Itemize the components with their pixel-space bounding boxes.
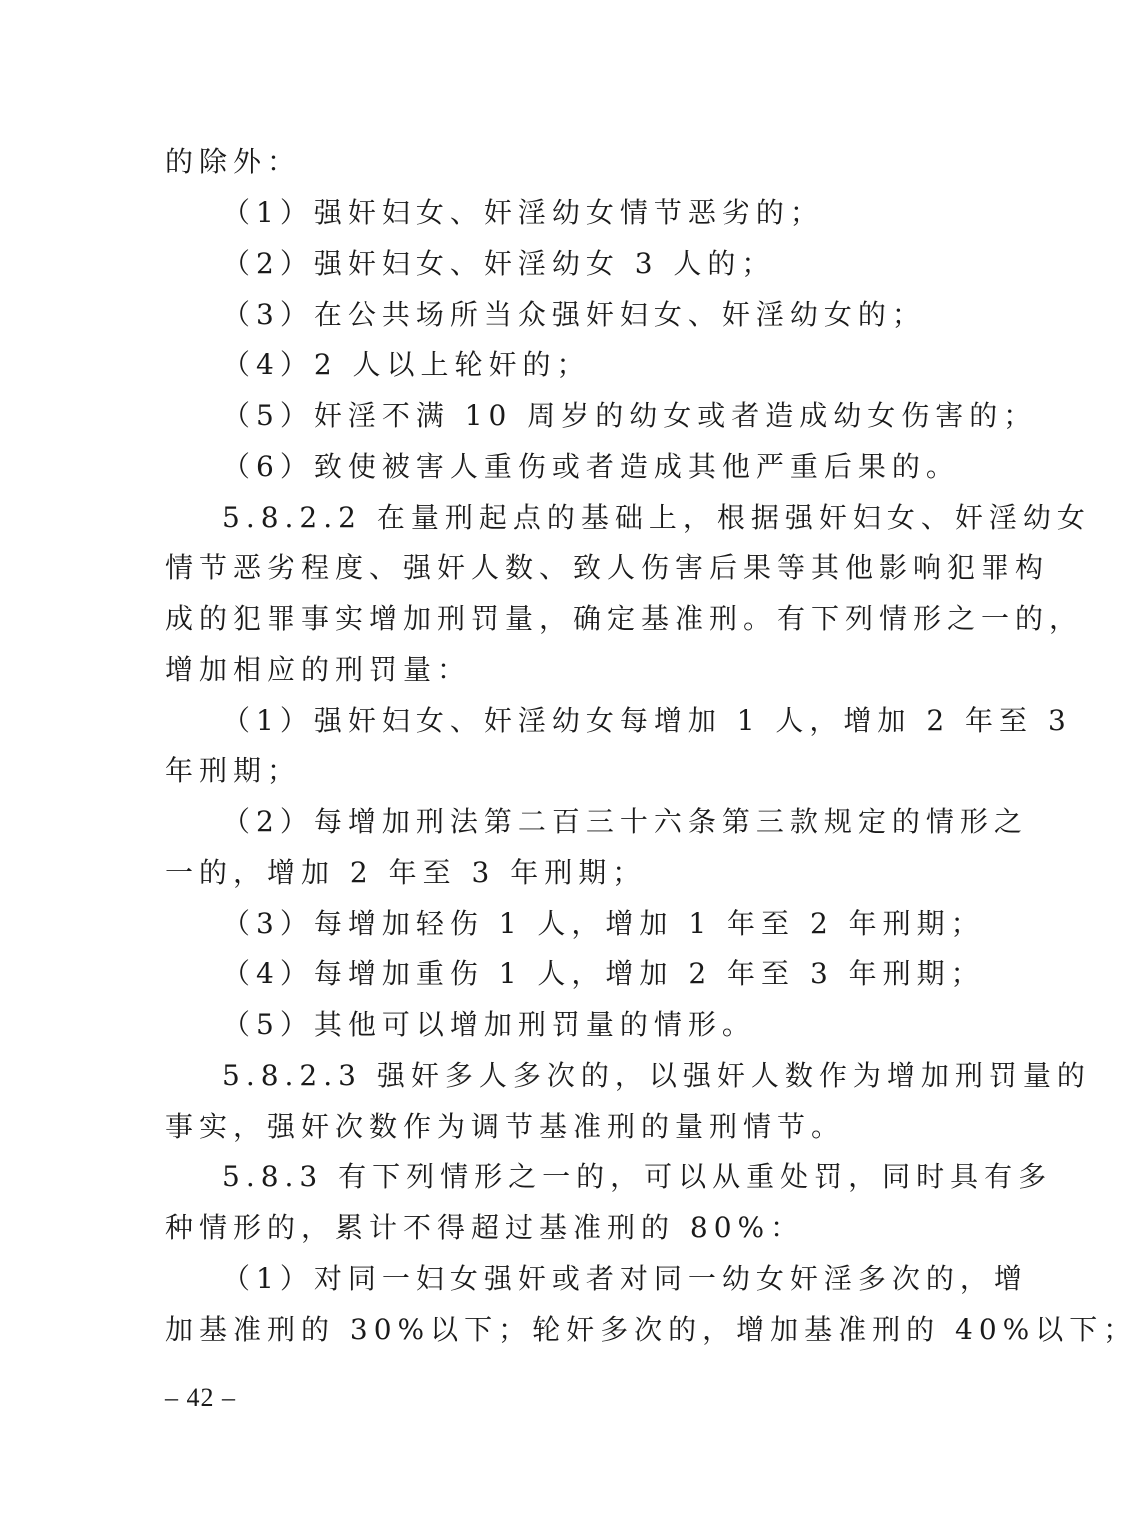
text-line-5: （4）2 人以上轮奸的；	[222, 348, 591, 381]
text-line-21: 5.8.3 有下列情形之一的，可以从重处罚，同时具有多	[222, 1160, 1053, 1193]
text-line-1: 的除外：	[165, 145, 302, 178]
text-line-22: 种情形的，累计不得超过基准刑的 80%：	[165, 1211, 805, 1244]
text-line-14: （2）每增加刑法第二百三十六条第三款规定的情形之	[222, 805, 1028, 838]
text-line-19: 5.8.2.3 强奸多人多次的，以强奸人数作为增加刑罚量的	[222, 1059, 1091, 1092]
text-line-2: （1）强奸妇女、奸淫幼女情节恶劣的；	[222, 196, 824, 229]
text-line-16: （3）每增加轻伤 1 人，增加 1 年至 2 年刑期；	[222, 907, 985, 940]
text-line-8: 5.8.2.2 在量刑起点的基础上，根据强奸妇女、奸淫幼女	[222, 501, 1091, 534]
text-line-6: （5）奸淫不满 10 周岁的幼女或者造成幼女伤害的；	[222, 399, 1038, 432]
text-line-12: （1）强奸妇女、奸淫幼女每增加 1 人，增加 2 年至 3	[222, 704, 1072, 737]
text-line-18: （5）其他可以增加刑罚量的情形。	[222, 1008, 756, 1041]
text-line-24: 加基准刑的 30%以下；轮奸多次的，增加基准刑的 40%以下；	[165, 1313, 1137, 1346]
text-line-13: 年刑期；	[165, 754, 302, 787]
text-line-9: 情节恶劣程度、强奸人数、致人伤害后果等其他影响犯罪构	[165, 551, 1050, 584]
text-line-15: 一的，增加 2 年至 3 年刑期；	[165, 856, 647, 889]
text-line-10: 成的犯罪事实增加刑罚量，确定基准刑。有下列情形之一的，	[165, 602, 1084, 635]
page-number: – 42 –	[165, 1383, 236, 1412]
text-line-11: 增加相应的刑罚量：	[165, 653, 472, 686]
text-line-3: （2）强奸妇女、奸淫幼女 3 人的；	[222, 247, 776, 280]
text-line-17: （4）每增加重伤 1 人，增加 2 年至 3 年刑期；	[222, 957, 985, 990]
text-line-20: 事实，强奸次数作为调节基准刑的量刑情节。	[165, 1110, 846, 1143]
text-line-4: （3）在公共场所当众强奸妇女、奸淫幼女的；	[222, 298, 926, 331]
text-line-23: （1）对同一妇女强奸或者对同一幼女奸淫多次的，增	[222, 1262, 1028, 1295]
text-line-7: （6）致使被害人重伤或者造成其他严重后果的。	[222, 450, 960, 483]
